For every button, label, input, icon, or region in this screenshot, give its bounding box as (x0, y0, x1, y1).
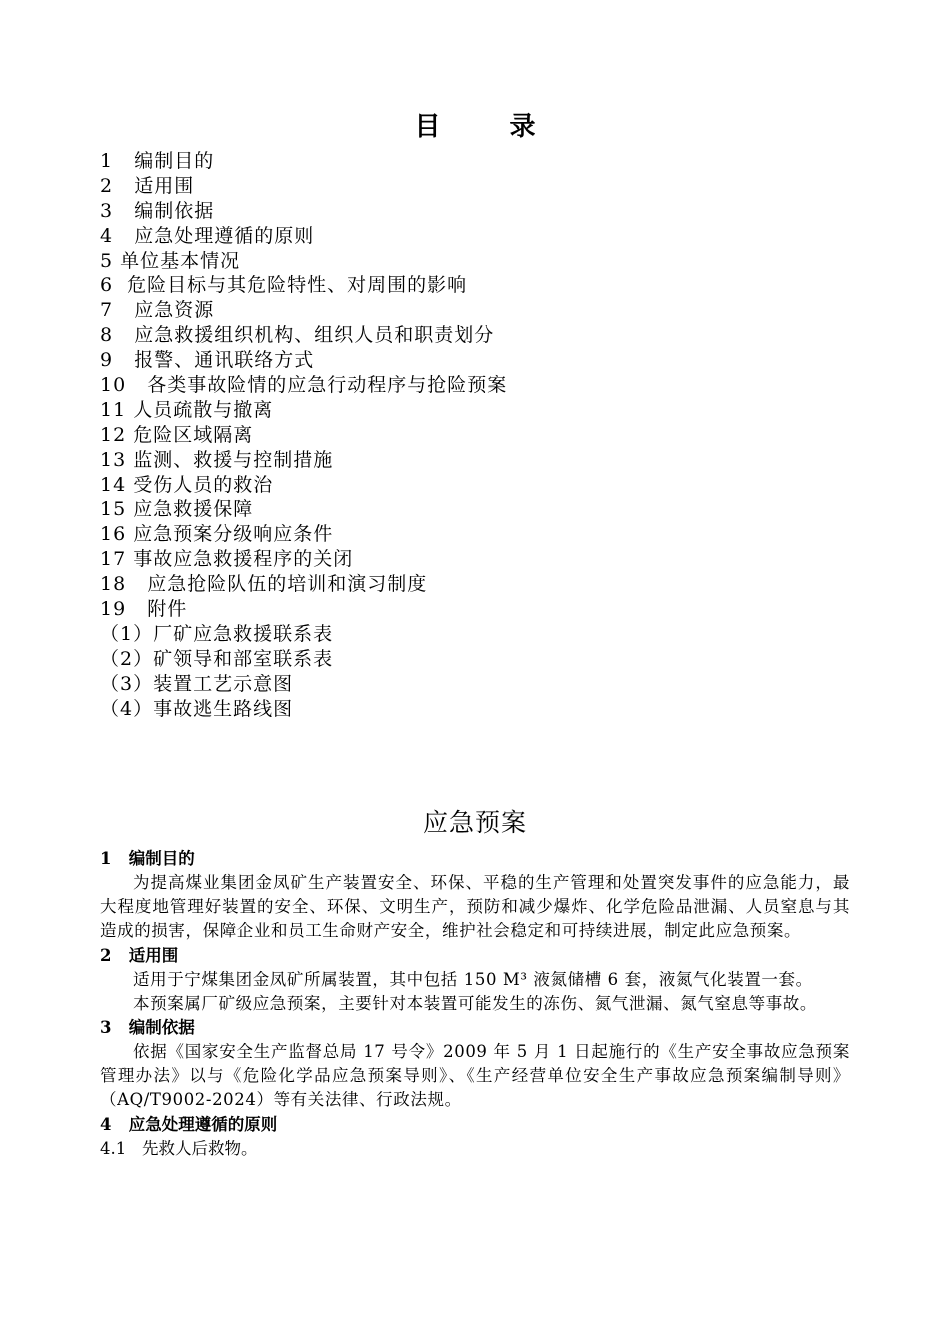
toc-item[interactable]: 15 应急救援保障 (100, 498, 254, 521)
paragraph: 适用于宁煤集团金凤矿所属装置，其中包括 150 M³ 液氮储槽 6 套，液氮气化装置一套。 (133, 969, 813, 989)
toc-item[interactable]: （1）厂矿应急救援联系表 (100, 622, 334, 645)
toc-item[interactable]: 8 应急救援组织机构、组织人员和职责划分 (100, 324, 495, 347)
section-heading: 4 应急处理遵循的原则 (100, 1114, 278, 1134)
toc-item[interactable]: （2）矿领导和部室联系表 (100, 647, 334, 670)
toc-item[interactable]: 19 附件 (100, 598, 188, 621)
toc-item[interactable]: 16 应急预案分级响应条件 (100, 523, 334, 546)
toc-item[interactable]: 13 监测、救援与控制措施 (100, 448, 334, 471)
toc-item[interactable]: 17 事故应急救援程序的关闭 (100, 548, 354, 571)
subsection-item: 4.1 先救人后救物。 (100, 1138, 258, 1158)
toc-item[interactable]: 9 报警、通讯联络方式 (100, 349, 315, 372)
toc-list (100, 149, 860, 721)
toc-item[interactable]: 5 单位基本情况 (100, 249, 241, 272)
toc-item[interactable]: 12 危险区域隔离 (100, 423, 254, 446)
toc-title: 目 录 (414, 112, 566, 142)
paragraph: 依据《国家安全生产监督总局 17 号令》2009 年 5 月 1 日起施行的《生产安全事故应急预案管理办法》以与《危险化学品应急预案导则》、《生产经营单位安全生产事故应急预案编制导则》（AQ/T9002-2024）等有关法律、行政法规。 (100, 1042, 850, 1110)
toc-item[interactable]: 6 危险目标与其危险特性、对周围的影响 (100, 274, 468, 297)
toc-item[interactable]: 10 各类事故险情的应急行动程序与抢险预案 (100, 374, 508, 397)
toc-item[interactable]: （3）装置工艺示意图 (100, 672, 294, 695)
section-heading: 3 编制依据 (100, 1018, 195, 1038)
toc-item[interactable]: 14 受伤人员的救治 (100, 473, 274, 496)
document-body (100, 847, 850, 1161)
paragraph: 本预案属厂矿级应急预案，主要针对本装置可能发生的冻伤、氮气泄漏、氮气窒息等事故。 (133, 993, 817, 1013)
toc-item[interactable]: 3 编制依据 (100, 199, 215, 222)
paragraph: 为提高煤业集团金凤矿生产装置安全、环保、平稳的生产管理和处置突发事件的应急能力，最大程度地管理好装置的安全、环保、文明生产，预防和减少爆炸、化学危险品泄漏、人员窒息与其造成的损害，保障企业和员工生命财产安全，维护社会稳定和可持续进展，制定此应急预案。 (100, 873, 850, 941)
toc-item[interactable]: 2 适用围 (100, 174, 195, 197)
toc-item[interactable]: 1 编制目的 (100, 150, 215, 172)
toc-item[interactable]: （4）事故逃生路线图 (100, 697, 294, 720)
document-title: 应急预案 (422, 808, 527, 837)
toc-item[interactable]: 18 应急抢险队伍的培训和演习制度 (100, 573, 428, 596)
toc-item[interactable]: 4 应急处理遵循的原则 (100, 224, 315, 247)
section-heading: 2 适用围 (100, 945, 179, 965)
toc-item[interactable]: 11 人员疏散与撤离 (100, 398, 274, 421)
section-heading: 1 编制目的 (100, 849, 195, 868)
toc-item[interactable]: 7 应急资源 (100, 299, 215, 322)
